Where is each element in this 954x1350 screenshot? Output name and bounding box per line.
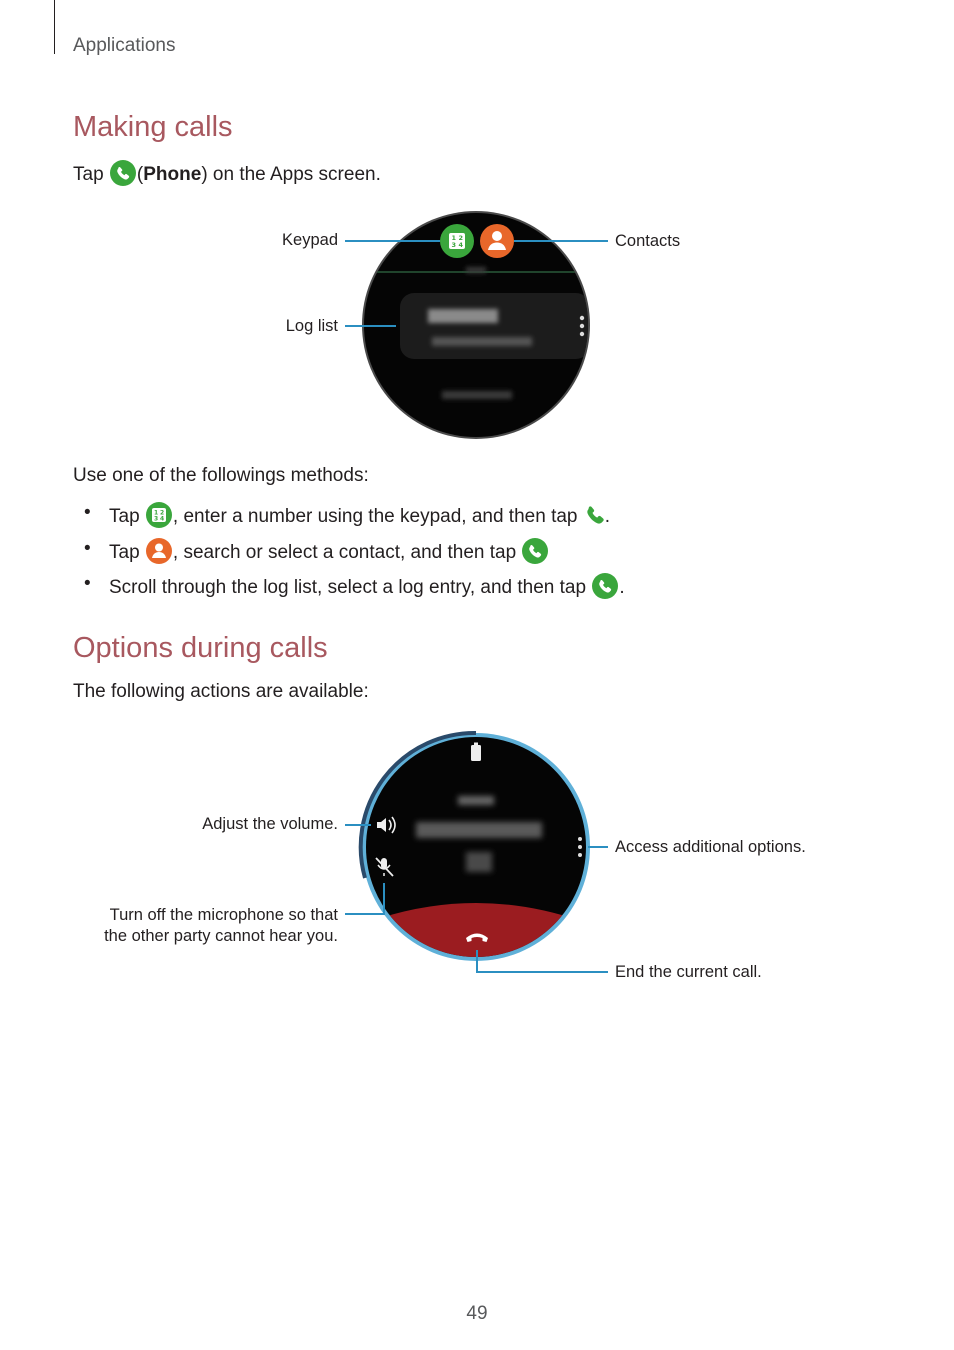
callout-adjust-volume: Adjust the volume. (202, 815, 338, 833)
making-calls-heading: Making calls (73, 111, 233, 143)
callout-keypad: Keypad (282, 231, 338, 249)
callout-mute-line-2: the other party cannot hear you. (104, 927, 338, 945)
callout-contacts: Contacts (615, 232, 681, 250)
running-head: Applications (73, 35, 176, 56)
method-text: Tap (109, 506, 145, 527)
list-item (84, 538, 625, 574)
bullet: • (84, 502, 91, 523)
intro-text-before: Tap (73, 164, 109, 185)
intro-paren-open: ( (136, 164, 144, 185)
callout-mute-line-1: Turn off the microphone so that (109, 906, 338, 924)
callout-additional-options: Access additional options. (615, 838, 806, 856)
call-handset-icon (584, 502, 604, 528)
phone-icon (110, 160, 136, 186)
callout-log-list: Log list (285, 317, 338, 335)
options-during-calls-heading: Options during calls (73, 632, 328, 664)
margin-rule (54, 0, 55, 54)
svg-text:1: 1 (451, 234, 457, 242)
list-item (84, 502, 625, 538)
svg-text:2: 2 (159, 509, 165, 517)
method-text: Tap (109, 541, 145, 563)
method-text: , enter a number using the keypad, and then tap (172, 506, 583, 527)
bullet: • (84, 573, 91, 594)
callout-mute-microphone (104, 905, 338, 947)
svg-text:4: 4 (159, 515, 165, 523)
page-number: 49 (466, 1303, 488, 1324)
method-text: , search or select a contact, and then tap (172, 541, 522, 563)
method-text: . (619, 577, 625, 598)
contacts-icon[interactable] (480, 224, 514, 258)
in-call-watch-illustration (270, 728, 710, 988)
svg-text:4: 4 (458, 241, 464, 249)
making-calls-intro (73, 160, 381, 186)
options-intro: The following actions are available: (73, 681, 369, 702)
phone-icon (592, 573, 618, 599)
intro-bold-phone: Phone (143, 164, 202, 185)
contacts-icon (146, 538, 172, 564)
keypad-icon (146, 502, 172, 528)
battery-icon (471, 745, 481, 761)
bullet: • (84, 537, 91, 559)
methods-intro: Use one of the followings methods: (73, 465, 369, 486)
callout-end-call: End the current call. (615, 963, 762, 981)
intro-text-after: ) on the Apps screen. (201, 164, 381, 185)
phone-icon (522, 538, 548, 564)
list-item (84, 573, 625, 609)
svg-text:2: 2 (458, 234, 464, 242)
log-entry-card[interactable] (400, 293, 590, 359)
methods-list (84, 502, 625, 609)
method-text: Scroll through the log list, select a log entry, and then tap (109, 577, 592, 598)
svg-text:3: 3 (153, 515, 159, 523)
svg-text:3: 3 (451, 241, 457, 249)
svg-text:1: 1 (153, 509, 159, 517)
keypad-icon[interactable] (440, 224, 474, 258)
method-text: . (604, 506, 611, 527)
